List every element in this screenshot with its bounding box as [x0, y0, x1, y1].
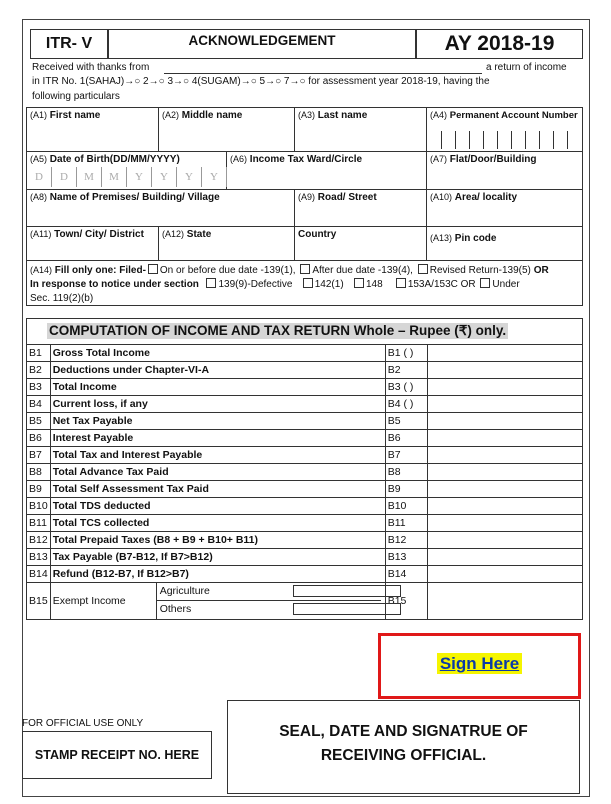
- row-ref: B1 ( ): [385, 345, 427, 362]
- row-ref: B15: [385, 583, 427, 620]
- row-ref: B6: [385, 430, 427, 447]
- a1-code: (A1): [30, 110, 48, 120]
- sign-here-label[interactable]: Sign Here: [437, 653, 522, 674]
- checkbox-119-2b[interactable]: [480, 278, 490, 288]
- country-label: Country: [298, 229, 337, 240]
- row-code: B10: [27, 498, 51, 515]
- filing-type-section: [30, 263, 582, 306]
- area-locality-field[interactable]: [427, 190, 582, 227]
- checkbox-153a[interactable]: [396, 278, 406, 288]
- row-label: Total Prepaid Taxes (B8 + B9 + B10+ B11): [50, 532, 385, 549]
- row-label: Total TCS collected: [50, 515, 385, 532]
- premises-field[interactable]: [27, 190, 295, 227]
- amount-cell[interactable]: [427, 566, 582, 583]
- table-row: [27, 345, 583, 362]
- a10-label: Area/ locality: [454, 192, 518, 203]
- a14-code: (A14): [30, 265, 53, 275]
- table-row: [27, 515, 583, 532]
- a14-notice-lead: In response to notice under section: [30, 279, 199, 290]
- amount-cell[interactable]: [427, 362, 582, 379]
- row-label: Tax Payable (B7-B12, If B7>B12): [50, 549, 385, 566]
- row-label: Current loss, if any: [50, 396, 385, 413]
- a3-code: (A3): [298, 110, 316, 120]
- pan-field[interactable]: [427, 108, 582, 152]
- computation-title: COMPUTATION OF INCOME AND TAX RETURN Whole – Rupee (₹) only.: [49, 323, 507, 338]
- a6-code: (A6): [230, 154, 248, 164]
- option-119-2b-label: Under: [492, 279, 520, 290]
- a9-code: (A9): [298, 192, 316, 202]
- a7-code: (A7): [430, 154, 448, 164]
- row-label: Deductions under Chapter-VI-A: [50, 362, 385, 379]
- row-code: B7: [27, 447, 51, 464]
- row-ref: B10: [385, 498, 427, 515]
- row-label: Total TDS deducted: [50, 498, 385, 515]
- pin-code-field[interactable]: [427, 227, 582, 261]
- others-row: [157, 601, 381, 619]
- a13-label: Pin code: [454, 233, 497, 244]
- stamp-receipt-box[interactable]: STAMP RECEIPT NO. HERE: [22, 731, 212, 779]
- amount-cell[interactable]: [427, 345, 582, 362]
- amount-cell[interactable]: [427, 481, 582, 498]
- a5-label: Date of Birth(DD/MM/YYYY): [49, 154, 180, 165]
- town-city-field[interactable]: [27, 227, 159, 261]
- amount-cell[interactable]: [427, 583, 582, 620]
- amount-cell[interactable]: [427, 396, 582, 413]
- amount-cell[interactable]: [427, 447, 582, 464]
- dob-box[interactable]: M: [102, 167, 127, 187]
- checkbox-139-5[interactable]: [418, 264, 428, 274]
- checkbox-139-4[interactable]: [300, 264, 310, 274]
- table-row: [27, 532, 583, 549]
- checkbox-148[interactable]: [354, 278, 364, 288]
- amount-cell[interactable]: [427, 430, 582, 447]
- sign-here-wrap: [381, 654, 578, 674]
- seal-box[interactable]: [227, 700, 580, 794]
- agriculture-input[interactable]: [293, 585, 401, 597]
- row-code: B3: [27, 379, 51, 396]
- checkbox-139-1[interactable]: [148, 264, 158, 274]
- option-139-5-label: Revised Return-139(5): [429, 265, 531, 276]
- amount-cell[interactable]: [427, 532, 582, 549]
- table-row: [27, 498, 583, 515]
- row-ref: B9: [385, 481, 427, 498]
- row-code: B2: [27, 362, 51, 379]
- pan-box-divider: [483, 131, 484, 149]
- intro-return: a return of income: [486, 62, 567, 73]
- dob-box[interactable]: Y: [127, 167, 152, 187]
- row-label: Total Tax and Interest Payable: [50, 447, 385, 464]
- row-code: B15: [27, 583, 51, 620]
- option-153a-label: 153A/153C: [407, 279, 458, 290]
- row-label: Net Tax Payable: [50, 413, 385, 430]
- a2-code: (A2): [162, 110, 180, 120]
- row-ref: B7: [385, 447, 427, 464]
- last-name-field[interactable]: [295, 108, 427, 152]
- a2-label: Middle name: [181, 110, 243, 121]
- row-label: Interest Payable: [50, 430, 385, 447]
- table-row: [27, 464, 583, 481]
- a10-code: (A10): [430, 192, 453, 202]
- a13-code: (A13): [430, 233, 453, 243]
- sign-here-box[interactable]: [378, 633, 581, 699]
- row-ref: B11: [385, 515, 427, 532]
- row-label: Total Advance Tax Paid: [50, 464, 385, 481]
- row-ref: B14: [385, 566, 427, 583]
- table-row: [27, 566, 583, 583]
- dob-box[interactable]: Y: [177, 167, 202, 187]
- itr-v-title: ITR- V: [30, 29, 108, 59]
- table-row: [27, 362, 583, 379]
- row-ref: B8: [385, 464, 427, 481]
- country-field[interactable]: [295, 227, 427, 261]
- others-input[interactable]: [293, 603, 401, 615]
- row-code: B6: [27, 430, 51, 447]
- a8-code: (A8): [30, 192, 48, 202]
- ward-circle-field[interactable]: [227, 152, 427, 190]
- a5-code: (A5): [30, 154, 48, 164]
- a11-code: (A11): [30, 229, 52, 239]
- dob-box[interactable]: M: [77, 167, 102, 187]
- row-code: B4: [27, 396, 51, 413]
- dob-box[interactable]: Y: [202, 167, 227, 187]
- table-row: [27, 549, 583, 566]
- row-ref: B5: [385, 413, 427, 430]
- a3-label: Last name: [317, 110, 368, 121]
- agriculture-row: [157, 583, 381, 601]
- road-street-field[interactable]: [295, 190, 427, 227]
- exempt-income-label: Exempt Income: [51, 583, 157, 619]
- intro-received: Received with thanks from: [32, 62, 150, 73]
- first-name-field[interactable]: [27, 108, 159, 152]
- row-ref: B12: [385, 532, 427, 549]
- computation-table: [26, 344, 583, 620]
- row-label: Total Income: [50, 379, 385, 396]
- option-142-1-label: 142(1): [314, 279, 344, 290]
- itr-options[interactable]: in ITR No. 1(SAHAJ)→○ 2→○ 3→○ 4(SUGAM)→○ 5→○ 7→○ for assessment year 2018-19, having the: [32, 76, 490, 87]
- middle-name-field[interactable]: [159, 108, 295, 152]
- a4-code: (A4): [430, 110, 448, 120]
- table-row: [27, 396, 583, 413]
- amount-cell[interactable]: [427, 464, 582, 481]
- dob-box[interactable]: D: [27, 167, 52, 187]
- pan-box-divider: [525, 131, 526, 149]
- computation-header: [26, 318, 583, 344]
- a14-lead: Fill only one: Filed-: [54, 265, 146, 276]
- pan-box-divider: [553, 131, 554, 149]
- intro-particulars: following particulars: [32, 91, 120, 102]
- amount-cell[interactable]: [427, 515, 582, 532]
- a9-label: Road/ Street: [317, 192, 377, 203]
- row-ref: B13: [385, 549, 427, 566]
- amount-cell[interactable]: [427, 379, 582, 396]
- seal-line-2: RECEIVING OFFICIAL.: [320, 747, 487, 764]
- table-row: [27, 583, 583, 620]
- dob-box[interactable]: Y: [152, 167, 177, 187]
- amount-cell[interactable]: [427, 498, 582, 515]
- pan-box-divider: [455, 131, 456, 149]
- row-label: Total Self Assessment Tax Paid: [50, 481, 385, 498]
- row-code: B13: [27, 549, 51, 566]
- table-row: [27, 481, 583, 498]
- pan-box-divider: [497, 131, 498, 149]
- received-from-line[interactable]: [164, 73, 482, 74]
- checkbox-139-9[interactable]: [206, 278, 216, 288]
- seal-line-1: SEAL, DATE AND SIGNATRUE OF: [279, 723, 528, 740]
- a1-label: First name: [49, 110, 101, 121]
- row-code: B11: [27, 515, 51, 532]
- acknowledgement-title: ACKNOWLEDGEMENT: [188, 33, 336, 48]
- a12-label: State: [186, 229, 212, 240]
- exempt-income-cell: [50, 583, 385, 620]
- option-139-1-label: On or before due date -139(1),: [159, 265, 296, 276]
- row-code: B9: [27, 481, 51, 498]
- table-row: [27, 430, 583, 447]
- pan-box-divider: [469, 131, 470, 149]
- row-ref: B2: [385, 362, 427, 379]
- table-row: [27, 447, 583, 464]
- table-row: [27, 379, 583, 396]
- row-label: Gross Total Income: [50, 345, 385, 362]
- pan-box-divider: [441, 131, 442, 149]
- a6-label: Income Tax Ward/Circle: [249, 154, 363, 165]
- or-label: OR: [533, 265, 549, 276]
- flat-door-field[interactable]: [427, 152, 582, 190]
- a12-code: (A12): [162, 229, 185, 239]
- a7-label: Flat/Door/Building: [449, 154, 537, 165]
- table-row: [27, 413, 583, 430]
- assessment-year: AY 2018-19: [416, 29, 583, 59]
- option-148-label: 148: [366, 279, 383, 290]
- others-label: Others: [159, 603, 192, 615]
- state-field[interactable]: [159, 227, 295, 261]
- row-code: B1: [27, 345, 51, 362]
- option-139-9-label: 139(9)-Defective: [218, 279, 293, 290]
- acknowledgement-box: [108, 29, 416, 59]
- row-label: Refund (B12-B7, If B12>B7): [50, 566, 385, 583]
- row-ref: B4 ( ): [385, 396, 427, 413]
- row-code: B12: [27, 532, 51, 549]
- pan-box-divider: [539, 131, 540, 149]
- row-ref: B3 ( ): [385, 379, 427, 396]
- pan-box-divider: [567, 131, 568, 149]
- option-119-2b-section: Sec. 119(2)(b): [30, 293, 94, 304]
- a11-label: Town/ City/ District: [54, 229, 144, 240]
- dob-box[interactable]: D: [52, 167, 77, 187]
- or-label: OR: [460, 279, 476, 290]
- amount-cell[interactable]: [427, 413, 582, 430]
- a4-label: Permanent Account Number: [449, 110, 578, 121]
- row-code: B8: [27, 464, 51, 481]
- checkbox-142-1[interactable]: [303, 278, 313, 288]
- option-139-4-label: After due date -139(4),: [312, 265, 413, 276]
- row-code: B14: [27, 566, 51, 583]
- official-use-label: FOR OFFICIAL USE ONLY: [22, 718, 144, 729]
- row-code: B5: [27, 413, 51, 430]
- agriculture-label: Agriculture: [159, 585, 210, 597]
- pan-box-divider: [511, 131, 512, 149]
- amount-cell[interactable]: [427, 549, 582, 566]
- a8-label: Name of Premises/ Building/ Village: [49, 192, 220, 203]
